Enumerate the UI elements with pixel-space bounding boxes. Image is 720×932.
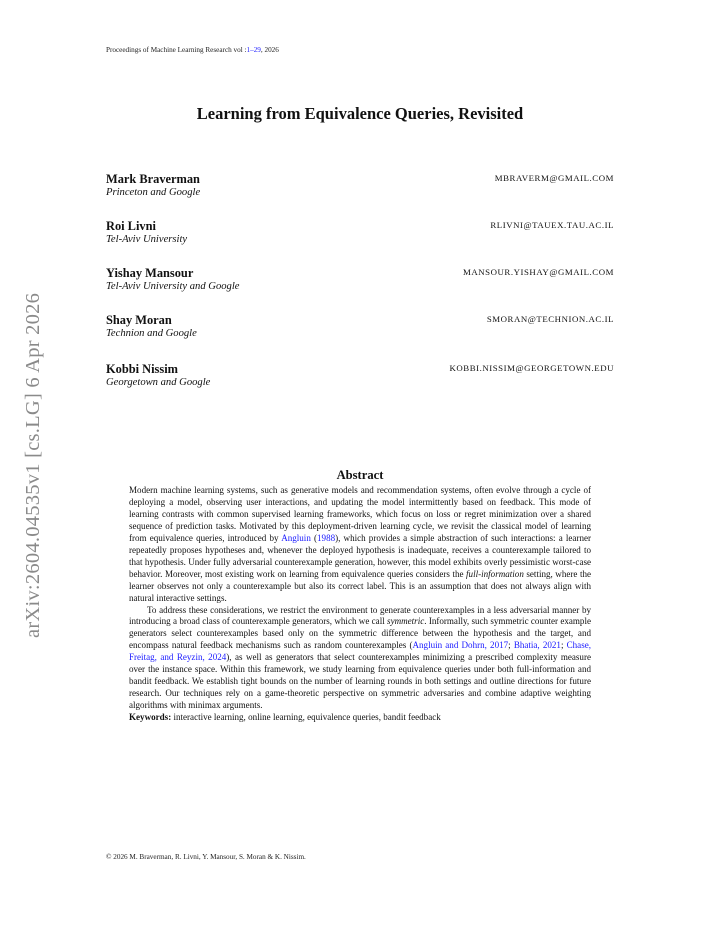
keywords-line	[129, 712, 591, 724]
author-affiliation: Technion and Google	[106, 328, 197, 339]
author-email[interactable]: MBRAVERM@GMAIL.COM	[494, 173, 614, 183]
author-affiliation: Georgetown and Google	[106, 377, 211, 388]
author-affiliation: Tel-Aviv University	[106, 234, 188, 245]
emphasis-text: full-information	[466, 568, 524, 579]
author-name: Yishay Mansour	[106, 266, 194, 280]
citation-link[interactable]: Bhatia, 2021	[513, 640, 561, 651]
abstract-heading: Abstract	[336, 468, 384, 482]
emphasis-text: symmetric	[387, 616, 425, 627]
author-email[interactable]: RLIVNI@TAUEX.TAU.AC.IL	[490, 220, 614, 230]
keywords-label: Keywords:	[129, 712, 172, 723]
author-email[interactable]: KOBBI.NISSIM@GEORGETOWN.EDU	[449, 363, 614, 373]
paper-title: Learning from Equivalence Queries, Revisited	[196, 104, 524, 123]
author-name: Kobbi Nissim	[106, 362, 178, 376]
citation-link[interactable]: 1988	[317, 532, 336, 543]
abstract-paragraph-1: Modern machine learning systems, such as generative models and recommendation systems, often evolve through a cycle of deploying a model, observing user interactions, and updating the model intermittently based on feedback. This mode of learning contrasts with common supervised learning frameworks, which focus on loss or regret minimization over a shared sequence of prediction tasks. Motivated by this deployment-driven learning cycle, we revisit the classical model of learning from equivalence queries, introduced by Angluin (1988), which provides a simple abstraction of such interactions: a learner repeatedly proposes hypotheses and, whenever the deployed hypothesis is inadequate, receives a counterexample tailored to that hypothesis. Under fully adversarial counterexample generation, however, this model exhibits overly pessimistic worst-case behavior. Moreover, most existing work on learning from equivalence queries considers the full-information setting, where the learner observes not only a counterexample but also its correct label. This is an assumption that does not always align with natural interactive settings.	[129, 485, 591, 603]
author-email[interactable]: SMORAN@TECHNION.AC.IL	[486, 314, 614, 324]
author-block	[106, 219, 614, 247]
page-range-link[interactable]: 1–29	[246, 46, 261, 54]
author-affiliation: Princeton and Google	[106, 187, 201, 198]
author-block	[106, 266, 614, 294]
running-header	[106, 46, 279, 54]
abstract-section	[129, 468, 591, 724]
author-name: Roi Livni	[106, 219, 156, 233]
author-block	[106, 313, 614, 341]
author-block	[106, 172, 614, 200]
author-name: Mark Braverman	[106, 172, 200, 186]
author-block	[106, 362, 614, 390]
keywords-list: interactive learning, online learning, equivalence queries, bandit feedback	[171, 712, 441, 723]
author-email[interactable]: MANSOUR.YISHAY@GMAIL.COM	[463, 267, 614, 277]
citation-link[interactable]: Angluin and Dohrn, 2017	[412, 640, 509, 651]
copyright-footer: © 2026 M. Braverman, R. Livni, Y. Mansour, S. Moran & K. Nissim.	[106, 853, 306, 861]
citation-link[interactable]: Angluin	[281, 532, 311, 543]
running-head-text: Proceedings of Machine Learning Research vol :	[106, 46, 247, 54]
author-name: Shay Moran	[106, 313, 172, 327]
citation-link[interactable]: Chase, Freitag, and Reyzin, 2024	[129, 640, 591, 663]
arxiv-stamp: arXiv:2604.04535v1 [cs.LG] 6 Apr 2026	[22, 292, 44, 638]
abstract-paragraph-2: To address these considerations, we restrict the environment to generate counterexamples in a less adversarial manner by introducing a broad class of counterexample generators, which we call symmetric. Informally, such symmetric counter example generators select counterexamples based only on the symmetric difference between the hypothesis and the target, and encompass natural feedback mechanisms such as random counterexamples (Angluin and Dohrn, 2017; Bhatia, 2021; Chase, Freitag, and Reyzin, 2024), as well as generators that select counterexamples minimizing a prescribed complexity measure over the instance space. Within this framework, we study learning from equivalence queries under both full-information and bandit feedback. We establish tight bounds on the number of learning rounds in both settings and outline directions for future research. Our techniques rely on a game-theoretic perspective on symmetric adversaries and combine adaptive weighting algorithms with minimax arguments.	[129, 604, 591, 711]
running-head-year: , 2026	[260, 46, 279, 54]
author-affiliation: Tel-Aviv University and Google	[106, 281, 240, 292]
